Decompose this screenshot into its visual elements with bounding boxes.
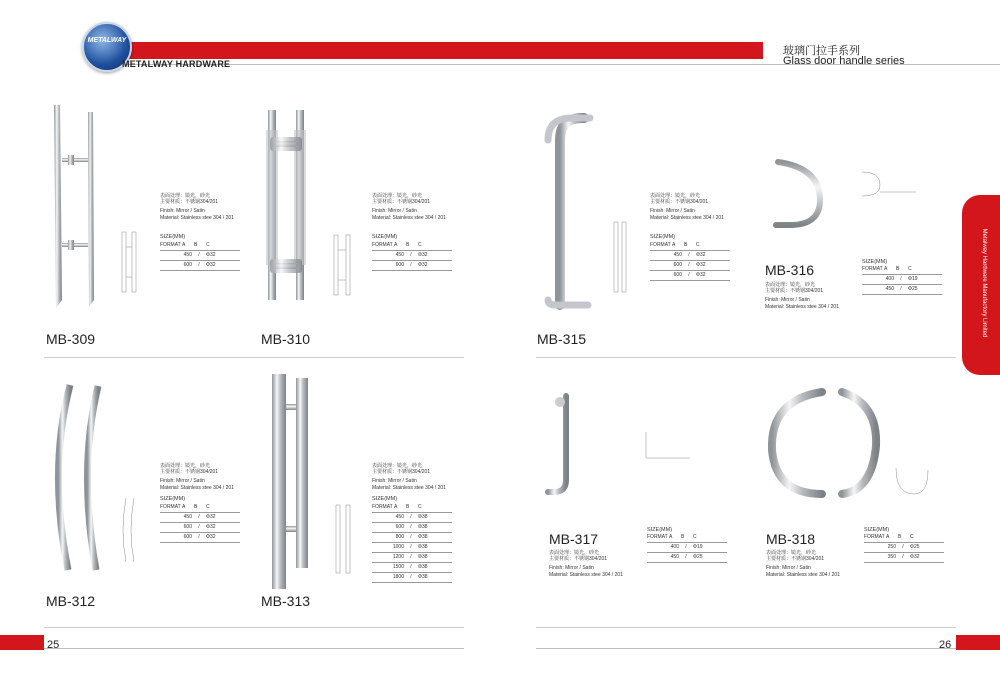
footer-red-block-left — [0, 635, 44, 650]
model-label-mb318: MB-318 — [766, 531, 816, 547]
side-tab-text: Metalway Hardware Manufactory Limited — [981, 228, 987, 338]
model-label-mb317: MB-317 — [549, 531, 599, 547]
footer-rule-left — [44, 648, 464, 649]
mb310-size-title: SIZE(MM) — [372, 234, 398, 240]
table-row: 600 / Φ38 — [372, 523, 452, 533]
mb313-size-title: SIZE(MM) — [372, 496, 398, 502]
mb315-size-table — [650, 241, 730, 281]
model-label-mb313: MB-313 — [261, 593, 311, 609]
table-row: 350 / Φ32 — [864, 553, 944, 563]
mb309-spec — [160, 193, 234, 221]
mb310-handle-image — [266, 110, 306, 300]
mb312-size-table — [160, 503, 240, 543]
mb309-drawing — [122, 232, 136, 292]
table-row: 450 / Φ32 — [372, 251, 452, 261]
spec-material: Material: Stainless stee 304 / 201 — [160, 214, 234, 221]
model-label-mb309: MB-309 — [46, 331, 96, 347]
mb312-drawing — [123, 498, 134, 562]
brand-name: METALWAY HARDWARE — [122, 59, 231, 69]
mb315-size-title: SIZE(MM) — [650, 234, 676, 240]
mb317-size-table — [647, 533, 727, 563]
mb312-spec: 表面处理：镜光，砂光 主要材质：不锈钢304/201 Finish: Mirror / Satin Material: Stainless stee 304 / 201 — [160, 463, 234, 491]
table-row: 250 / Φ25 — [864, 543, 944, 553]
model-label-mb310: MB-310 — [261, 331, 311, 347]
table-row: 600 / Φ32 — [160, 533, 240, 543]
table-row: 800 / Φ38 — [372, 533, 452, 543]
spec-cn-material: 主要材质：不锈钢304/201 — [160, 199, 219, 206]
footer-red-block-right — [956, 635, 1000, 650]
mb313-size-table — [372, 503, 452, 583]
table-header: FORMAT A B C — [372, 503, 452, 513]
mb317-spec: 表面处理：镜光，砂光 主要材质：不锈钢304/201 Finish: Mirror / Satin Material: Stainless stee 304 / 201 — [549, 550, 623, 578]
table-row: 600 / Φ32 — [650, 271, 730, 281]
table-row: 450 / Φ32 — [160, 251, 240, 261]
table-header: FORMAT A B C — [160, 241, 240, 251]
mb309-size-table — [160, 241, 240, 271]
table-row: 1200 / Φ38 — [372, 553, 452, 563]
mb310-size-table — [372, 241, 452, 271]
table-row: 450 / Φ38 — [372, 513, 452, 523]
table-row: 600 / Φ32 — [650, 261, 730, 271]
table-header: FORMAT A B C — [862, 265, 942, 275]
mb318-spec: 表面处理：镜光，砂光 主要材质：不锈钢304/201 Finish: Mirror / Satin Material: Stainless stee 304 / 201 — [766, 550, 840, 578]
logo-text: METALWAY — [87, 37, 127, 44]
mb316-spec: 表面处理：镜光，砂光 主要材质：不锈钢304/201 Finish: Mirror / Satin Material: Stainless stee 304 / 201 — [765, 282, 839, 310]
table-row: 450 / Φ32 — [160, 513, 240, 523]
mb309-handle-image — [54, 105, 94, 308]
mb312-size-title: SIZE(MM) — [160, 496, 186, 502]
table-row: 400 / Φ19 — [647, 543, 727, 553]
series-title-cn: 玻璃门拉手系列 — [783, 45, 860, 57]
table-header: FORMAT A B C — [372, 241, 452, 251]
mb316-handle-image — [776, 162, 912, 225]
mb309-size-title: SIZE(MM) — [160, 234, 186, 240]
spec-finish: Finish: Mirror / Satin — [160, 208, 205, 215]
table-header: FORMAT A B C — [650, 241, 730, 251]
mb313-drawing — [336, 505, 350, 573]
model-label-mb312: MB-312 — [46, 593, 96, 609]
table-row: 450 / Φ25 — [647, 553, 727, 563]
page-number-left: 25 — [47, 639, 60, 651]
mb316-size-title: SIZE(MM) — [862, 259, 888, 265]
mb310-drawing — [334, 235, 350, 295]
table-row: 450 / Φ25 — [862, 285, 942, 295]
table-row: 400 / Φ19 — [862, 275, 942, 285]
mb318-drawing — [896, 468, 928, 494]
mb312-handle-image — [58, 385, 98, 570]
mb316-drawing — [862, 172, 916, 196]
mb316-size-table — [862, 265, 942, 295]
model-label-mb316: MB-316 — [765, 262, 815, 278]
table-header: FORMAT A B C — [647, 533, 727, 543]
table-row: 450 / Φ32 — [650, 251, 730, 261]
model-label-mb315: MB-315 — [537, 331, 587, 347]
mb315-handle-image — [548, 118, 590, 305]
page-number-right: 26 — [939, 639, 952, 651]
table-row: 1000 / Φ38 — [372, 543, 452, 553]
mb318-size-title: SIZE(MM) — [864, 527, 890, 533]
mb310-spec: 表面处理：镜光，砂光 主要材质：不锈钢304/201 Finish: Mirror / Satin Material: Stainless stee 304 / 201 — [372, 193, 446, 221]
mb317-drawing — [646, 432, 690, 458]
mb317-size-title: SIZE(MM) — [647, 527, 673, 533]
mb318-handle-image — [772, 392, 876, 494]
mb313-handle-image — [272, 374, 308, 589]
mb317-handle-image — [548, 396, 712, 493]
table-row: 1500 / Φ38 — [372, 563, 452, 573]
footer-rule-right — [536, 648, 956, 649]
table-header: FORMAT A B C — [864, 533, 944, 543]
series-title-en: Glass door handle series — [783, 55, 905, 67]
spec-cn-finish: 表面处理：镜光，砂光 — [160, 193, 211, 199]
table-row: 1800 / Φ38 — [372, 573, 452, 583]
table-header: FORMAT A B C — [160, 503, 240, 513]
mb315-drawing — [614, 222, 626, 292]
mb313-spec: 表面处理：镜光，砂光 主要材质：不锈钢304/201 Finish: Mirror / Satin Material: Stainless stee 304 / 201 — [372, 463, 446, 491]
table-row: 600 / Φ32 — [160, 261, 240, 271]
table-row: 600 / Φ32 — [372, 261, 452, 271]
mb318-size-table — [864, 533, 944, 563]
mb315-spec: 表面处理：镜光，砂光 主要材质：不锈钢304/201 Finish: Mirror / Satin Material: Stainless stee 304 / 201 — [650, 193, 724, 221]
table-row: 600 / Φ32 — [160, 523, 240, 533]
